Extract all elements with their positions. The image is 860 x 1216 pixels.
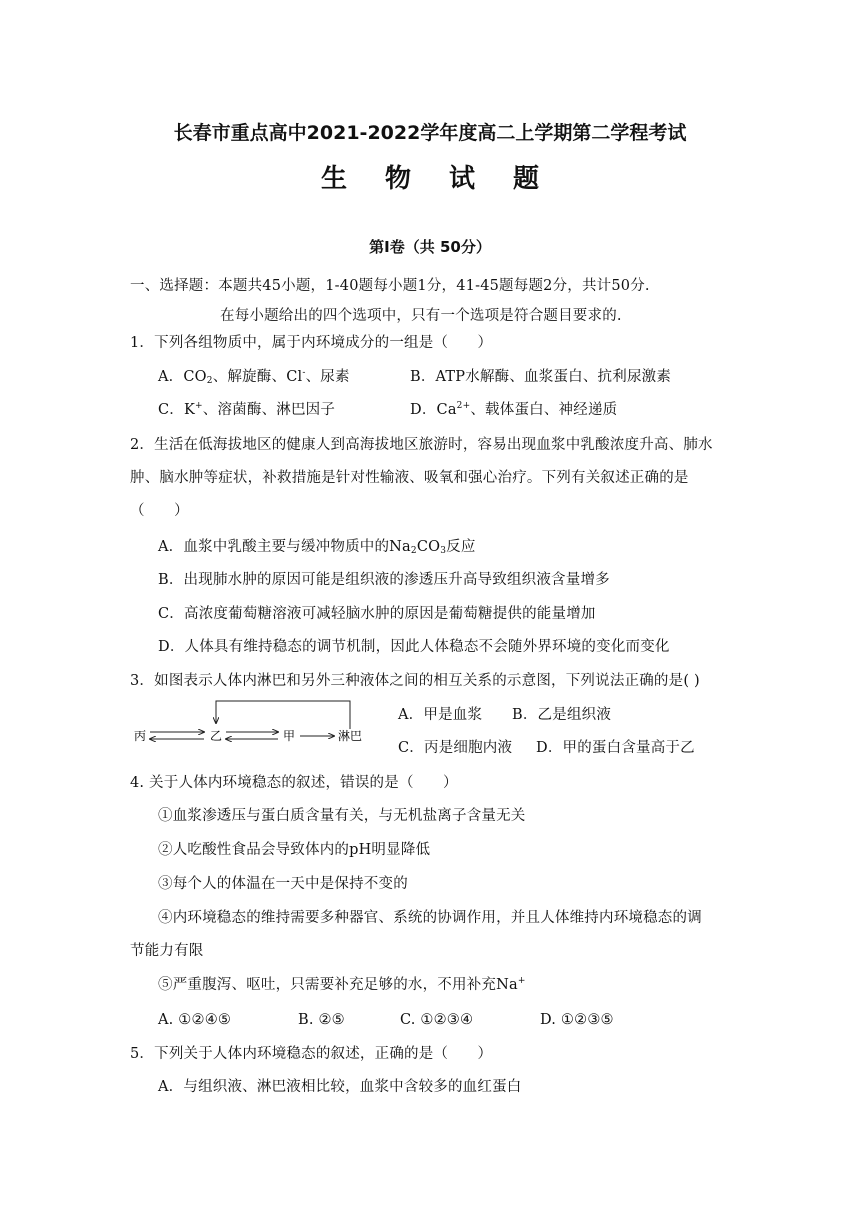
q2-stem-line2: 肿、脑水肿等症状，补救措施是针对性输液、吸氧和强心治疗。下列有关叙述正确的是 xyxy=(130,470,689,486)
q3-option-b: B．乙是组织液 xyxy=(512,707,612,723)
subject-title: 生物试题 xyxy=(320,164,577,194)
q4-option-a: A. ①②④⑤ xyxy=(158,1012,232,1028)
q4-statement-2: ②人吃酸性食品会导致体内的pH明显降低 xyxy=(158,842,431,858)
q4-option-b: B. ②⑤ xyxy=(298,1012,345,1028)
q2-stem-line3: （ ） xyxy=(130,503,189,519)
diagram-node-yi: 乙 xyxy=(210,729,223,743)
diagram-node-lymph: 淋巴 xyxy=(338,729,363,743)
q2-stem-line1: 2．生活在低海拔地区的健康人到高海拔地区旅游时，容易出现血浆中乳酸浓度升高、肺水 xyxy=(130,437,713,453)
diagram-node-bing: 丙 xyxy=(134,729,147,743)
section-intro: 一、选择题：本题共45小题，1-40题每小题1分，41-45题每题2分，共计50分. xyxy=(130,278,650,294)
q4-statement-4-cont: 节能力有限 xyxy=(130,943,204,959)
q2-option-c: C．高浓度葡萄糖溶液可减轻脑水肿的原因是葡萄糖提供的能量增加 xyxy=(158,606,596,622)
q5-stem: 5．下列关于人体内环境稳态的叙述，正确的是（ ） xyxy=(130,1046,493,1062)
q1-option-a: A．$CO_2$、解旋酶、Cl-、尿素 xyxy=(158,368,350,386)
q1-stem: 1．下列各组物质中，属于内环境成分的一组是（ ） xyxy=(130,335,493,351)
q5-option-a: A．与组织液、淋巴液相比较，血浆中含较多的血红蛋白 xyxy=(158,1079,522,1095)
fluid-relationship-diagram xyxy=(128,695,368,750)
q4-statement-5: ⑤严重腹泻、呕吐，只需要补充足够的水，不用补充Na+ xyxy=(158,976,526,993)
volume-heading: 第Ⅰ卷（共 50分） xyxy=(369,238,491,256)
q2-option-d: D．人体具有维持稳态的调节机制，因此人体稳态不会随外界环境的变化而变化 xyxy=(158,639,670,655)
q2-option-a: A．血浆中乳酸主要与缓冲物质中的$Na_2CO_3$反应 xyxy=(158,539,476,556)
q4-statement-4: ④内环境稳态的维持需要多种器官、系统的协调作用，并且人体维持内环境稳态的调 xyxy=(158,910,702,926)
q4-statement-3: ③每个人的体温在一天中是保持不变的 xyxy=(158,876,408,892)
q3-option-d: D．甲的蛋白含量高于乙 xyxy=(536,740,695,756)
arrow-lymph-to-yi xyxy=(216,701,350,729)
q4-option-d: D. ①②③⑤ xyxy=(540,1012,614,1028)
q2-option-b: B．出现肺水肿的原因可能是组织液的渗透压升高导致组织液含量增多 xyxy=(158,572,610,588)
exam-title: 长春市重点高中2021-2022学年度高二上学期第二学程考试 xyxy=(173,122,687,144)
diagram-node-jia: 甲 xyxy=(283,729,296,743)
q3-option-a: A．甲是血浆 xyxy=(398,707,483,723)
q4-stem: 4. 关于人体内环境稳态的叙述，错误的是（ ） xyxy=(130,775,458,791)
q4-option-c: C. ①②③④ xyxy=(400,1012,474,1028)
q4-statement-1: ①血浆渗透压与蛋白质含量有关，与无机盐离子含量无关 xyxy=(158,808,526,824)
q3-option-c: C．丙是细胞内液 xyxy=(398,740,513,756)
section-intro-line2: 在每小题给出的四个选项中，只有一个选项是符合题目要求的. xyxy=(220,308,622,324)
q3-stem: 3．如图表示人体内淋巴和另外三种液体之间的相互关系的示意图，下列说法正确的是( ) xyxy=(130,673,700,689)
q1-option-b: B．ATP水解酶、血浆蛋白、抗利尿激素 xyxy=(410,369,672,385)
q1-option-c: C．K+、溶菌酶、淋巴因子 xyxy=(158,401,336,418)
q1-option-d: D．$Ca^{2+}$、载体蛋白、神经递质 xyxy=(410,401,618,418)
